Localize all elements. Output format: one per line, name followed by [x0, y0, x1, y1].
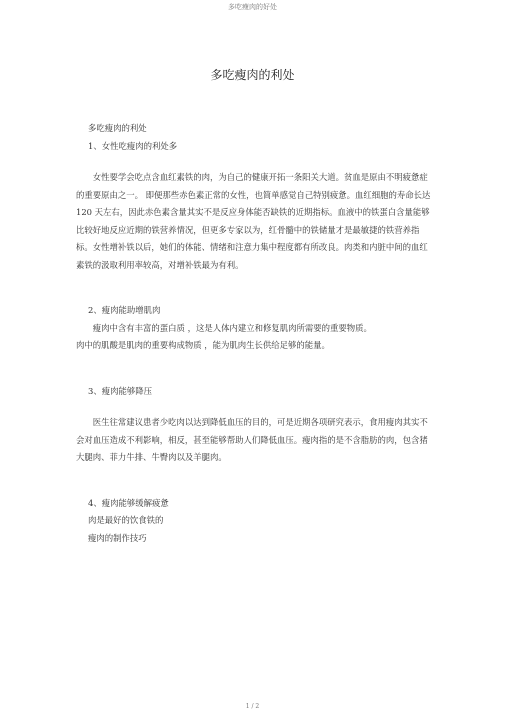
section-heading-4: 4、瘦肉能够缓解疲惫 — [88, 497, 169, 508]
section-1-paragraph: 女性要学会吃点含血红素铁的肉，为自己的健康开拓一条阳关大道。贫血是原由不明疲惫症的重要原由之一。 即便那些赤色素正常的女性，也简单感觉自己特别疲惫。血红细胞的寿命长达 120 天左右，因此赤色素含量其实不是反应身体能否缺铁的近期指标。血液中的铁蛋白含量能够比较好地反应近期的铁营养情况，但更多专家以为，红骨髓中的铁储量才是最敏捷的铁营养指标。女性增补铁以后，她们的体能、情绪和注意力集中程度都有所改良。肉类和内脏中间的血红素铁的汲取利用率较高，对增补铁最为有利。 — [76, 172, 431, 270]
document-title: 多吃瘦肉的利处 — [210, 68, 295, 82]
section-3-paragraph: 医生往常建议患者少吃肉以达到降低血压的目的，可是近期各项研究表示，食用瘦肉其实不会对血压造成不利影响，相反，甚至能够帮助人们降低血压。瘦肉指的是不含脂肪的肉，包含猪大腿肉、菲力牛排、牛臀肉以及羊腿肉。 — [76, 417, 428, 462]
document-body — [76, 120, 436, 547]
page-number: 1 / 2 — [245, 703, 260, 710]
section-2-paragraph-1: 瘦肉中含有丰富的蛋白质 ，这是人体内建立和修复肌肉所需要的重要物质。 — [92, 322, 372, 333]
section-4-paragraph-2: 瘦肉的制作技巧 — [88, 532, 147, 543]
section-2-paragraph-2: 肉中的肌酸是肌肉的重要构成物质 ，能为肌肉生长供给足够的能量。 — [76, 340, 330, 350]
section-4-paragraph-1: 肉是最好的饮食铁的 — [88, 515, 164, 525]
section-heading-3: 3、瘦肉能够降压 — [88, 385, 152, 396]
intro-line: 多吃瘦肉的利处 — [88, 123, 147, 133]
section-heading-1: 1、女性吃瘦肉的利处多 — [88, 140, 178, 151]
page-header: 多吃瘦肉的好处 — [228, 3, 277, 11]
section-heading-2: 2、瘦肉能助增肌肉 — [88, 305, 161, 315]
